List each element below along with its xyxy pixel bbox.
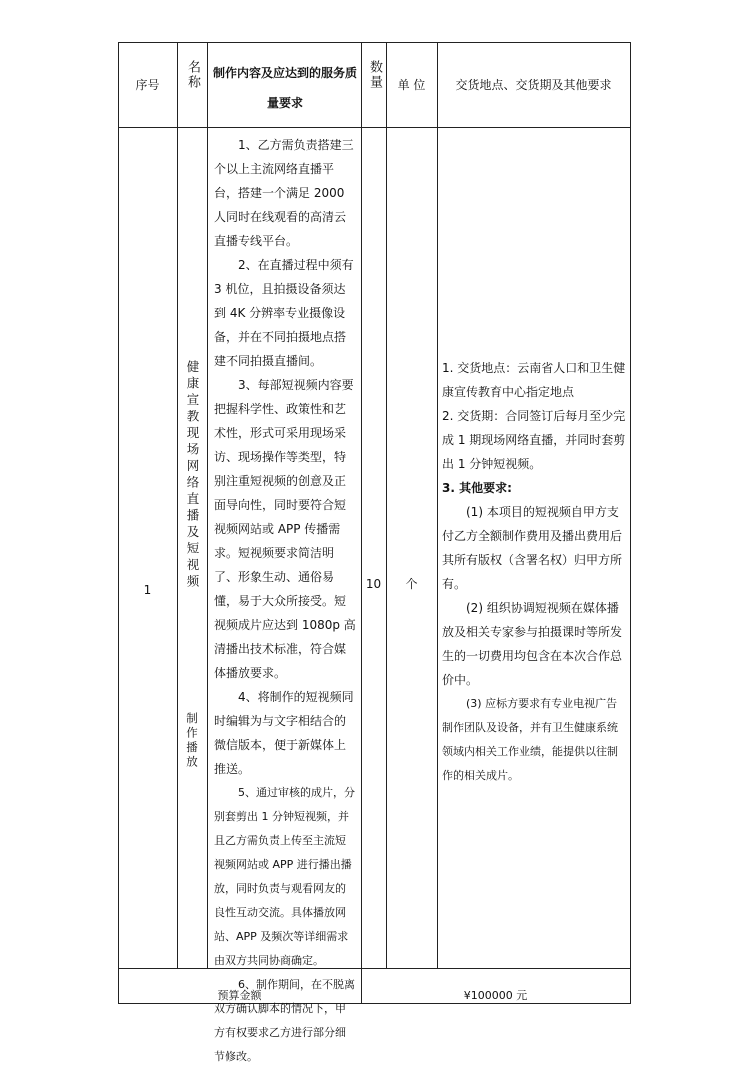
footer-label: 预算金额 (217, 989, 262, 1002)
header-name: 名称 (185, 60, 200, 90)
delivery-item-1: 1. 交货地点：云南省人口和卫生健康宣传教育中心指定地点 (442, 361, 626, 399)
header-seq: 序号 (135, 78, 160, 92)
delivery-item-2: 2. 交货期：合同签订后每月至少完成 1 期现场网络直播，并同时套剪出 1 分钟短视频。 (442, 409, 626, 471)
header-content: 制作内容及应达到的服务质量要求 (212, 66, 357, 110)
row-delivery (442, 356, 628, 788)
content-item-2: 2、在直播过程中须有 3 机位，且拍摄设备须达到 4K 分辨率专业摄像设备，并在不同拍摄地点搭建不同拍摄直播间。 (214, 258, 354, 368)
header-unit: 单 位 (397, 78, 426, 92)
content-item-1: 1、乙方需负责搭建三个以上主流网络直播平台，搭建一个满足 2000 人同时在线观看的高清云直播专线平台。 (214, 138, 354, 248)
delivery-sub-3: (3) 应标方要求有专业电视广告制作团队及设备，并有卫生健康系统领域内相关工作业绩，能提供以往制作的相关成片。 (442, 697, 618, 782)
header-qty: 数量 (367, 60, 382, 90)
delivery-item-3-title: 3. 其他要求: (442, 481, 512, 495)
row-unit: 个 (405, 577, 418, 591)
footer-amount: ¥100000 元 (463, 989, 528, 1002)
row-name-part2: 制作播放 (185, 712, 199, 770)
content-item-4: 4、将制作的短视频同时编辑为与文字相结合的微信版本，便于新媒体上推送。 (214, 690, 354, 776)
header-delivery: 交货地点、交货期及其他要求 (455, 78, 612, 92)
delivery-sub-1: (1) 本项目的短视频自甲方支付乙方全额制作费用及播出费用后其所有版权（含署名权）归甲方所有。 (442, 505, 623, 591)
row-name-part1: 健康宣教现场网络直播及短视频 (185, 360, 200, 591)
delivery-sub-2: (2) 组织协调短视频在媒体播放及相关专家参与拍摄课时等所发生的一切费用均包含在本次合作总价中。 (442, 601, 623, 687)
row-content (214, 133, 356, 1069)
row-qty: 10 (365, 577, 382, 591)
content-item-6: 6、制作期间，在不脱离双方确认脚本的情况下，甲方有权要求乙方进行部分细节修改。 (214, 978, 355, 1063)
content-item-3: 3、每部短视频内容要把握科学性、政策性和艺术性，形式可采用现场采访、现场操作等类型，特别注重短视频的创意及正面导向性，同时要符合短视频网站或 APP 传播需求。短视频要求简洁明了、形象生动、通俗易懂，易于大众所接受。短视频成片应达到 1080p 高清播出技术标准，符合媒体播放要求。 (214, 378, 356, 680)
row-seq: 1 (143, 583, 152, 597)
content-item-5: 5、通过审核的成片，分别套剪出 1 分钟短视频，并且乙方需负责上传至主流短视频网站或 APP 进行播出播放，同时负责与观看网友的良性互动交流。具体播放网站、APP 及频次等详细需求由双方共同协商确定。 (214, 786, 355, 967)
